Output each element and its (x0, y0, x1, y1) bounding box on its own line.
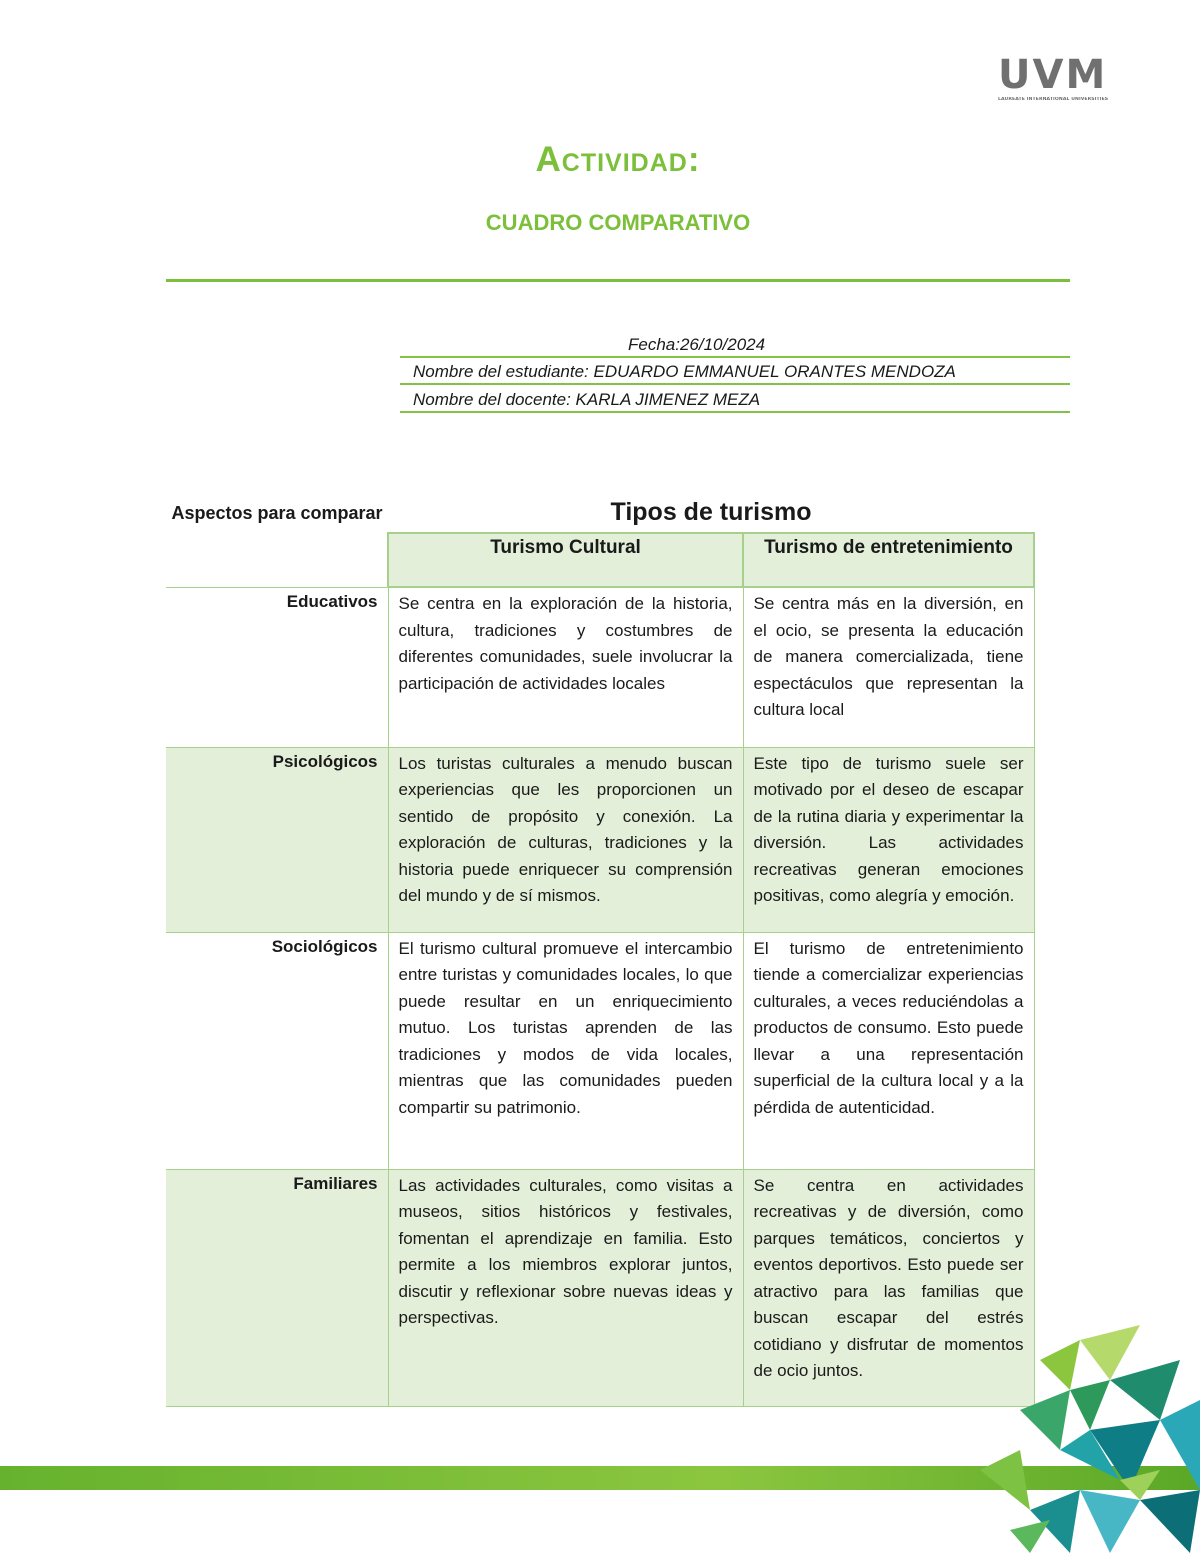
date-line: Fecha:26/10/2024 (400, 333, 1070, 358)
table-row (166, 747, 1034, 932)
logo-mark: UVM (998, 52, 1108, 98)
cell-sociologicos-cultural: El turismo cultural promueve el intercambio entre turistas y comunidades locales, lo que puede resultar en un enriquecimiento mutuo. Los turistas aprenden de las tradiciones y modos de vida locales, mientras que las comunidades pueden compartir su patrimonio. (388, 932, 743, 1169)
table-row (166, 932, 1034, 1169)
cell-psicologicos-cultural: Los turistas culturales a menudo buscan experiencias que les proporcionen un sentido de propósito y conexión. La exploración de culturas, tradiciones y la historia puede enriquecer su comprensión del mundo y de sí mismos. (388, 747, 743, 932)
cell-educativos-cultural: Se centra en la exploración de la historia, cultura, tradiciones y costumbres de diferentes comunidades, suele involucrar la participación de actividades locales (388, 587, 743, 747)
table-header-row (166, 533, 1034, 587)
row-label-educativos: Educativos (166, 587, 388, 747)
cell-familiares-entertainment: Se centra en actividades recreativas y de diversión, como parques temáticos, conciertos y eventos deportivos. Esto puede ser atractivo para las familias que buscan escapar del estrés cotidiano y disfrutar de momentos de ocio juntos. (743, 1169, 1034, 1406)
page-subtitle: CUADRO COMPARATIVO (485, 210, 751, 235)
student-name-line: Nombre del estudiante: EDUARDO EMMANUEL ORANTES MENDOZA (400, 360, 1070, 385)
title-divider (166, 279, 1070, 282)
decorative-triangles-graphic (920, 1320, 1200, 1553)
cell-psicologicos-entertainment: Este tipo de turismo suele ser motivado por el deseo de escapar de la rutina diaria y experimentar la diversión. Las actividades recreativas generan emociones positivas, como alegría y emoción. (743, 747, 1034, 932)
header-blank-cell (166, 533, 388, 587)
logo-subtitle: LAUREATE INTERNATIONAL UNIVERSITIES (998, 97, 1109, 102)
cell-educativos-entertainment: Se centra más en la diversión, en el ocio, se presenta la educación de manera comercializada, tiene espectáculos que representan la cultura local (743, 587, 1034, 747)
types-header: Tipos de turismo (610, 498, 812, 526)
page-title: Actividad: (535, 140, 701, 179)
table-row (166, 1169, 1034, 1406)
aspects-header: Aspectos para comparar (171, 503, 383, 523)
row-label-psicologicos: Psicológicos (166, 747, 388, 932)
column-header-cultural: Turismo Cultural (388, 533, 743, 587)
teacher-name-line: Nombre del docente: KARLA JIMENEZ MEZA (400, 388, 1070, 413)
row-label-familiares: Familiares (166, 1169, 388, 1406)
cell-sociologicos-entertainment: El turismo de entretenimiento tiende a comercializar experiencias culturales, a veces reduciéndolas a productos de consumo. Esto puede llevar a una representación superficial de la cultura local y a la pérdida de autenticidad. (743, 932, 1034, 1169)
column-header-entertainment: Turismo de entretenimiento (743, 533, 1034, 587)
comparison-table (166, 532, 1035, 1407)
cell-familiares-cultural: Las actividades culturales, como visitas a museos, sitios históricos y festivales, fomentan el aprendizaje en familia. Esto permite a los miembros explorar juntos, discutir y reflexionar sobre nuevas ideas y perspectivas. (388, 1169, 743, 1406)
uvm-logo (998, 52, 1122, 107)
table-row (166, 587, 1034, 747)
row-label-sociologicos: Sociológicos (166, 932, 388, 1169)
